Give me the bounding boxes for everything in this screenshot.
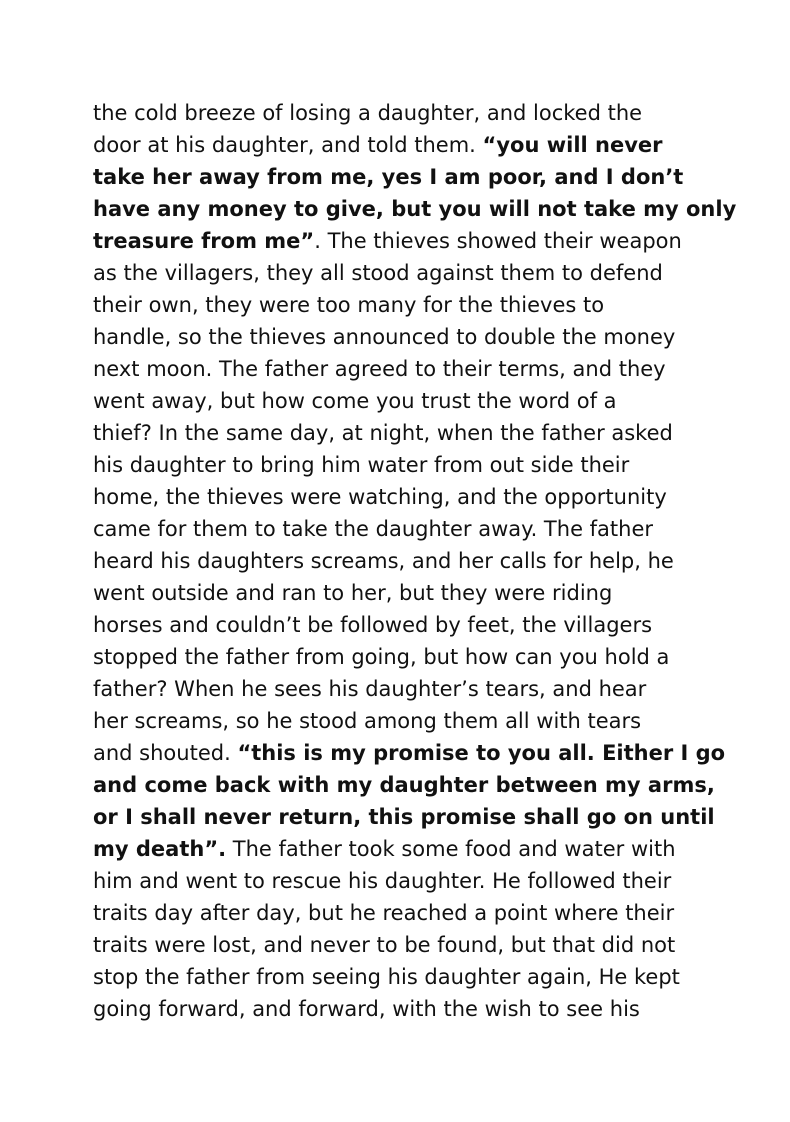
text-line	[93, 609, 713, 641]
text-run: door at his daughter, and told them.	[93, 133, 483, 157]
text-line	[93, 705, 713, 737]
text-line	[93, 385, 713, 417]
text-line	[93, 545, 713, 577]
text-line	[93, 769, 713, 801]
text-line	[93, 801, 713, 833]
text-run: his daughter to bring him water from out side their	[93, 453, 630, 477]
text-run: traits day after day, but he reached a point where their	[93, 901, 675, 925]
text-line	[93, 129, 713, 161]
text-line	[93, 865, 713, 897]
text-line	[93, 257, 713, 289]
text-line	[93, 961, 713, 993]
text-run: as the villagers, they all stood against them to defend	[93, 261, 663, 285]
text-line	[93, 225, 713, 257]
text-line	[93, 289, 713, 321]
text-line	[93, 353, 713, 385]
text-line	[93, 673, 713, 705]
text-run: traits were lost, and never to be found, but that did not	[93, 933, 676, 957]
text-line	[93, 481, 713, 513]
text-line	[93, 97, 713, 129]
text-line	[93, 161, 713, 193]
text-run: went away, but how come you trust the word of a	[93, 389, 617, 413]
text-run: stop the father from seeing his daughter again, He kept	[93, 965, 680, 989]
text-run: father? When he sees his daughter’s tears, and hear	[93, 677, 647, 701]
text-run: thief? In the same day, at night, when the father asked	[93, 421, 673, 445]
bold-text-run: my death”.	[93, 837, 227, 861]
text-line	[93, 577, 713, 609]
text-run: going forward, and forward, with the wish to see his	[93, 997, 640, 1021]
text-line	[93, 897, 713, 929]
text-run: and shouted.	[93, 741, 238, 765]
text-run: went outside and ran to her, but they were riding	[93, 581, 613, 605]
bold-text-run: take her away from me, yes I am poor, and I don’t	[93, 165, 684, 189]
text-run: stopped the father from going, but how can you hold a	[93, 645, 670, 669]
text-run: heard his daughters screams, and her calls for help, he	[93, 549, 674, 573]
bold-text-run: have any money to give, but you will not take my only	[93, 197, 737, 221]
bold-text-run: treasure from me”	[93, 229, 315, 253]
text-line	[93, 641, 713, 673]
text-run: the cold breeze of losing a daughter, and locked the	[93, 101, 643, 125]
text-run: handle, so the thieves announced to double the money	[93, 325, 676, 349]
text-line	[93, 449, 713, 481]
text-run: next moon. The father agreed to their terms, and they	[93, 357, 666, 381]
text-line	[93, 993, 713, 1025]
text-line	[93, 833, 713, 865]
text-run: him and went to rescue his daughter. He followed their	[93, 869, 672, 893]
text-run: came for them to take the daughter away. The father	[93, 517, 654, 541]
text-run: horses and couldn’t be followed by feet, the villagers	[93, 613, 653, 637]
bold-text-run: “this is my promise to you all. Either I go	[237, 741, 726, 765]
bold-text-run: or I shall never return, this promise shall go on until	[93, 805, 715, 829]
text-line	[93, 929, 713, 961]
bold-text-run: “you will never	[482, 133, 663, 157]
text-run: The father took some food and water with	[226, 837, 676, 861]
text-line	[93, 321, 713, 353]
story-paragraph	[93, 97, 737, 1025]
text-run: their own, they were too many for the thieves to	[93, 293, 605, 317]
text-run: . The thieves showed their weapon	[314, 229, 682, 253]
text-line	[93, 417, 713, 449]
text-line	[93, 193, 737, 225]
text-run: her screams, so he stood among them all with tears	[93, 709, 642, 733]
bold-text-run: and come back with my daughter between my arms,	[93, 773, 715, 797]
text-line	[93, 513, 713, 545]
text-run: home, the thieves were watching, and the opportunity	[93, 485, 667, 509]
text-line	[93, 737, 726, 769]
